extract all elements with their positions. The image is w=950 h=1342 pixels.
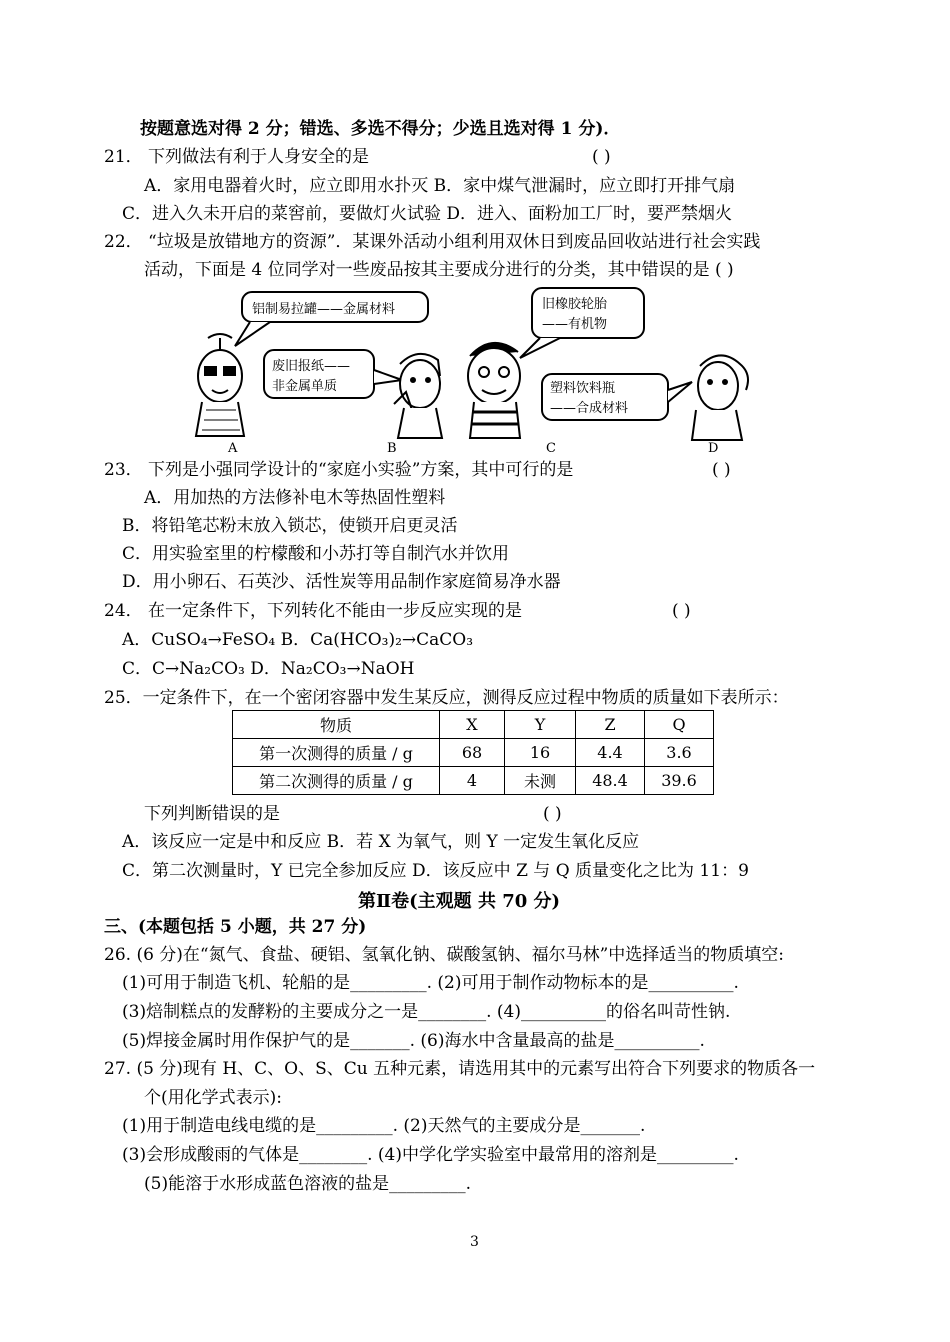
part-two-title: 第Ⅱ卷(主观题 共 70 分) xyxy=(358,891,561,912)
q23-option-b: B．将铅笔芯粉末放入锁芯，使锁开启更灵活 xyxy=(122,516,458,536)
table-cell: 3.6 xyxy=(645,739,714,767)
scoring-instruction: 按题意选对得 2 分；错选、多选不得分；少选且选对得 1 分)． xyxy=(140,119,621,139)
figure-label-c: C xyxy=(546,441,556,456)
q27-stem-line2: 个(用化学式表示): xyxy=(144,1088,282,1108)
table-cell: 未测 xyxy=(505,767,576,795)
figure-label-d: D xyxy=(708,441,719,456)
q25-answer-paren: ( ) xyxy=(543,804,562,824)
bubble-b-text-1: 废旧报纸—— xyxy=(272,359,351,374)
table-cell: 4.4 xyxy=(576,739,645,767)
table-row xyxy=(233,767,714,795)
q24-options-cd: C．C→Na₂CO₃ D．Na₂CO₃→NaOH xyxy=(122,659,415,679)
student-c-illustration xyxy=(468,343,520,438)
q21-options-cd: C．进入久未开启的菜窖前，要做灯火试验 D．进入、面粉加工厂时，要严禁烟火 xyxy=(122,204,733,224)
figure-label-a: A xyxy=(228,441,238,456)
q23-answer-paren: ( ) xyxy=(712,460,731,480)
q25-stem: 25．一定条件下，在一个密闭容器中发生某反应，测得反应过程中物质的质量如下表所示： xyxy=(104,688,789,708)
q24-stem: 24． 在一定条件下，下列转化不能由一步反应实现的是 xyxy=(104,601,523,621)
table-header-cell: Y xyxy=(505,711,576,739)
waste-classification-figure xyxy=(180,286,760,456)
q26-line2: (3)焙制糕点的发酵粉的主要成分之一是________. (4)__________的俗名叫苛性钠. xyxy=(122,1002,731,1022)
student-b-illustration xyxy=(394,354,442,438)
figure-label-b: B xyxy=(387,441,397,456)
table-cell: 48.4 xyxy=(576,767,645,795)
q27-stem-line1: 27. (5 分)现有 H、C、O、S、Cu 五种元素，请选用其中的元素写出符合下列要求的物质各一 xyxy=(104,1059,816,1079)
table-header-cell: X xyxy=(440,711,505,739)
bubble-d-text-2: ——合成材料 xyxy=(550,401,629,416)
q21-options-ab: A．家用电器着火时，应立即用水扑灭 B．家中煤气泄漏时，应立即打开排气扇 xyxy=(144,176,736,196)
table-cell: 68 xyxy=(440,739,505,767)
bubble-d-text-1: 塑料饮料瓶 xyxy=(550,381,616,396)
q21-answer-paren: ( ) xyxy=(592,147,611,167)
page-number: 3 xyxy=(470,1234,479,1250)
q26-line3: (5)焊接金属时用作保护气的是_______. (6)海水中含量最高的盐是__________. xyxy=(122,1031,705,1051)
student-d-illustration xyxy=(692,355,748,440)
q25-judge: 下列判断错误的是 xyxy=(144,804,280,824)
table-header-cell: Q xyxy=(645,711,714,739)
table-cell: 16 xyxy=(505,739,576,767)
q22-stem-line1: 22． “垃圾是放错地方的资源”．某课外活动小组利用双休日到废品回收站进行社会实践 xyxy=(104,232,761,252)
table-header-cell: Z xyxy=(576,711,645,739)
q23-stem: 23． 下列是小强同学设计的“家庭小实验”方案，其中可行的是 xyxy=(104,460,574,480)
q25-options-cd: C．第二次测量时，Y 已完全参加反应 D．该反应中 Z 与 Q 质量变化之比为 11：9 xyxy=(122,861,749,881)
q25-options-ab: A．该反应一定是中和反应 B．若 X 为氧气，则 Y 一定发生氧化反应 xyxy=(122,832,640,852)
q27-line2: (3)会形成酸雨的气体是________. (4)中学化学实验室中最常用的溶剂是_________. xyxy=(122,1145,739,1165)
table-cell: 4 xyxy=(440,767,505,795)
table-cell: 39.6 xyxy=(645,767,714,795)
section-three-heading: 三、(本题包括 5 小题，共 27 分) xyxy=(104,917,367,937)
q22-stem-line2: 活动，下面是 4 位同学对一些废品按其主要成分进行的分类，其中错误的是 ( ) xyxy=(144,260,734,280)
bubble-c-text-1: 旧橡胶轮胎 xyxy=(542,297,608,312)
table-cell: 第二次测得的质量 / g xyxy=(233,767,440,795)
table-header-cell: 物质 xyxy=(233,711,440,739)
mass-data-table xyxy=(232,710,714,795)
q23-option-c: C．用实验室里的柠檬酸和小苏打等自制汽水并饮用 xyxy=(122,544,510,564)
q24-options-ab: A．CuSO₄→FeSO₄ B．Ca(HCO₃)₂→CaCO₃ xyxy=(122,630,474,650)
table-header-row xyxy=(233,711,714,739)
bubble-b-text-2: 非金属单质 xyxy=(272,379,338,394)
q26-stem: 26. (6 分)在“氮气、食盐、硬铝、氢氧化钠、碳酸氢钠、福尔马林”中选择适当的物质填空: xyxy=(104,945,785,965)
bubble-a-text: 铝制易拉罐——金属材料 xyxy=(252,302,396,317)
q24-answer-paren: ( ) xyxy=(672,601,691,621)
q23-option-d: D．用小卵石、石英沙、活性炭等用品制作家庭简易净水器 xyxy=(122,572,561,592)
bubble-c-text-2: ——有机物 xyxy=(542,317,608,332)
q27-line3: (5)能溶于水形成蓝色溶液的盐是_________. xyxy=(144,1174,471,1194)
table-cell: 第一次测得的质量 / g xyxy=(233,739,440,767)
q21-stem: 21． 下列做法有利于人身安全的是 xyxy=(104,147,370,167)
q23-option-a: A．用加热的方法修补电木等热固性塑料 xyxy=(144,488,446,508)
q26-line1: (1)可用于制造飞机、轮船的是_________. (2)可用于制作动物标本的是__________. xyxy=(122,973,739,993)
q27-line1: (1)用于制造电线电缆的是_________. (2)天然气的主要成分是_______. xyxy=(122,1116,646,1136)
student-a-illustration xyxy=(196,334,244,436)
table-row xyxy=(233,739,714,767)
